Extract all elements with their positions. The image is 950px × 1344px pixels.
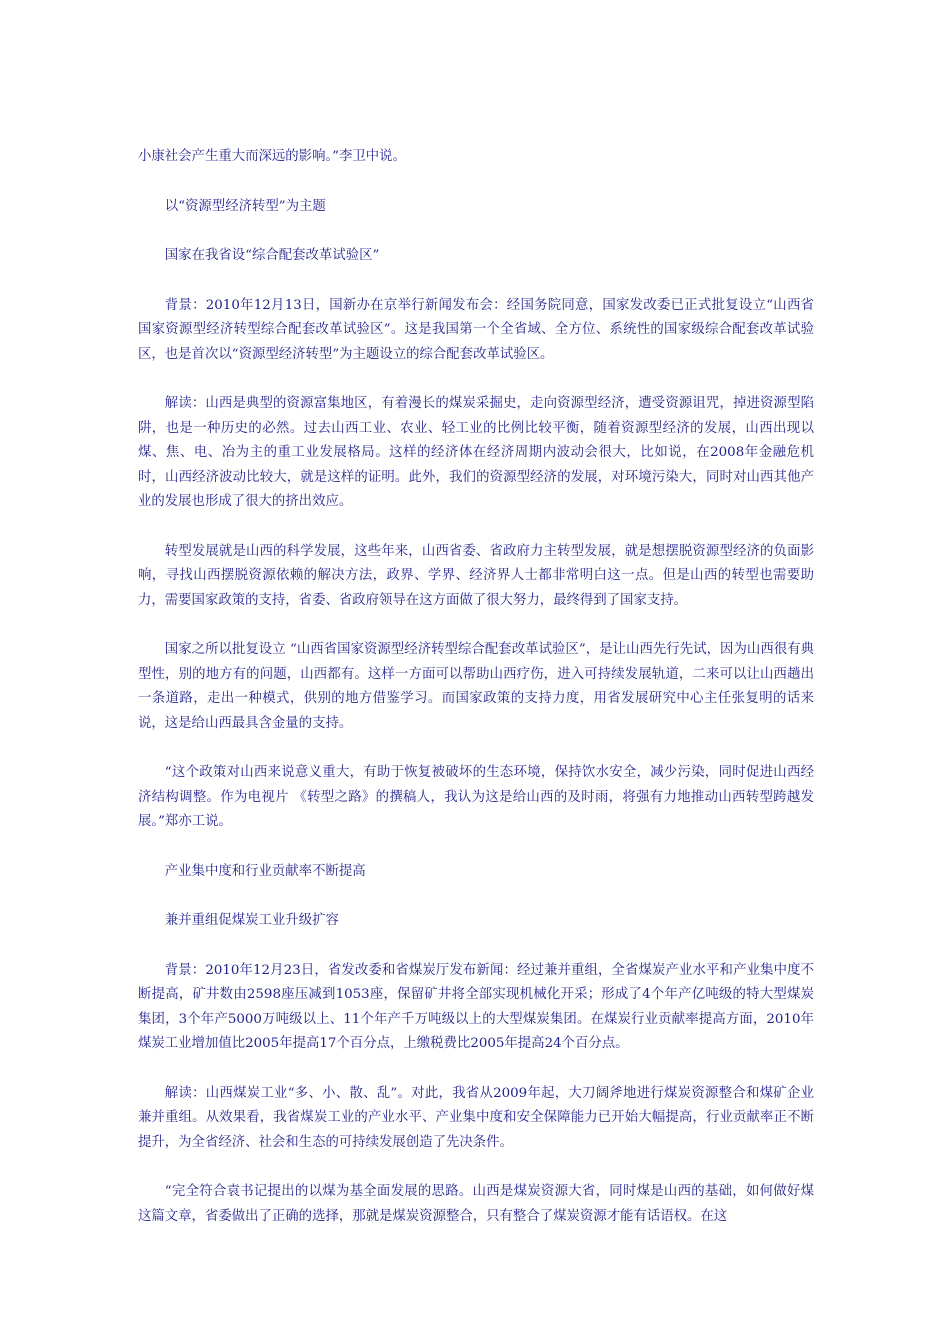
- paragraph-transformation: 转型发展就是山西的科学发展，这些年来，山西省委、省政府力主转型发展，就是想摆脱资源型经济的负面影响，寻找山西摆脱资源依赖的解决方法，政界、学界、经济界人士都非常明白这一点。但是山西的转型也需要助力，需要国家政策的支持，省委、省政府领导在这方面做了很大努力，最终得到了国家支持。: [138, 543, 814, 608]
- document-page: [138, 145, 814, 1254]
- section-heading-1: 以“资源型经济转型”为主题: [164, 198, 326, 214]
- section-subheading-2: 兼并重组促煤炭工业升级扩容: [164, 913, 339, 928]
- paragraph-background-2: 背景：2010年12月23日，省发改委和省煤炭厅发布新闻：经过兼并重组，全省煤炭产业水平和产业集中度不断提高，矿井数由2598座压减到1053座，保留矿井将全部实现机械化开采；形成了4个年产亿吨级的特大型煤炭集团，3个年产5000万吨级以上、11个年产千万吨级以上的大型煤炭集团。在煤炭行业贡献率提高方面，2010年煤炭工业增加值比2005年提高17个百分点，上缴税费比2005年提高24个百分点。: [138, 962, 814, 1051]
- section-heading-2: 产业集中度和行业贡献率不断提高: [164, 863, 366, 879]
- paragraph-quote-zheng: “这个政策对山西来说意义重大，有助于恢复被破坏的生态环境，保持饮水安全，减少污染，同时促进山西经济结构调整。作为电视片 《转型之路》的撰稿人，我认为这是给山西的及时雨，将强有力地推动山西转型跨越发展。”郑亦工说。: [138, 765, 814, 829]
- paragraph-quote-coal: “完全符合袁书记提出的以煤为基全面发展的思路。山西是煤炭资源大省，同时煤是山西的基础，如何做好煤这篇文章，省委做出了正确的选择，那就是煤炭资源整合，只有整合了煤炭资源才能有话语权。在这: [138, 1184, 814, 1224]
- paragraph-interpretation-1: 解读：山西是典型的资源富集地区，有着漫长的煤炭采掘史，走向资源型经济，遭受资源诅咒，掉进资源型陷阱，也是一种历史的必然。过去山西工业、农业、轻工业的比例比较平衡，随着资源型经济的发展，山西出现以煤、焦、电、冶为主的重工业发展格局。这样的经济体在经济周期内波动会很大，比如说，在2008年金融危机时，山西经济波动比较大，就是这样的证明。此外，我们的资源型经济的发展，对环境污染大，同时对山西其他产业的发展也形成了很大的挤出效应。: [138, 396, 814, 509]
- paragraph-continuation: 小康社会产生重大而深远的影响。”李卫中说。: [138, 149, 406, 164]
- paragraph-interpretation-2: 解读：山西煤炭工业“多、小、散、乱”。对此，我省从2009年起，大刀阔斧地进行煤炭资源整合和煤矿企业兼并重组。从效果看，我省煤炭工业的产业水平、产业集中度和安全保障能力已开始大幅提高，行业贡献率正不断提升，为全省经济、社会和生态的可持续发展创造了先决条件。: [138, 1085, 814, 1150]
- paragraph-approval-reason: 国家之所以批复设立 “山西省国家资源型经济转型综合配套改革试验区”，是让山西先行先试，因为山西很有典型性，别的地方有的问题，山西都有。这样一方面可以帮助山西疗伤，进入可持续发展轨道，二来可以让山西趟出一条道路，走出一种模式，供别的地方借鉴学习。而国家政策的支持力度，用省发展研究中心主任张复明的话来说，这是给山西最具含金量的支持。: [138, 642, 814, 731]
- paragraph-background-1: 背景：2010年12月13日，国新办在京举行新闻发布会：经国务院同意，国家发改委已正式批复设立“山西省国家资源型经济转型综合配套改革试验区”。这是我国第一个全省域、全方位、系统性的国家级综合配套改革试验区，也是首次以“资源型经济转型”为主题设立的综合配套改革试验区。: [138, 297, 814, 362]
- section-subheading-1: 国家在我省设“综合配套改革试验区”: [164, 248, 380, 263]
